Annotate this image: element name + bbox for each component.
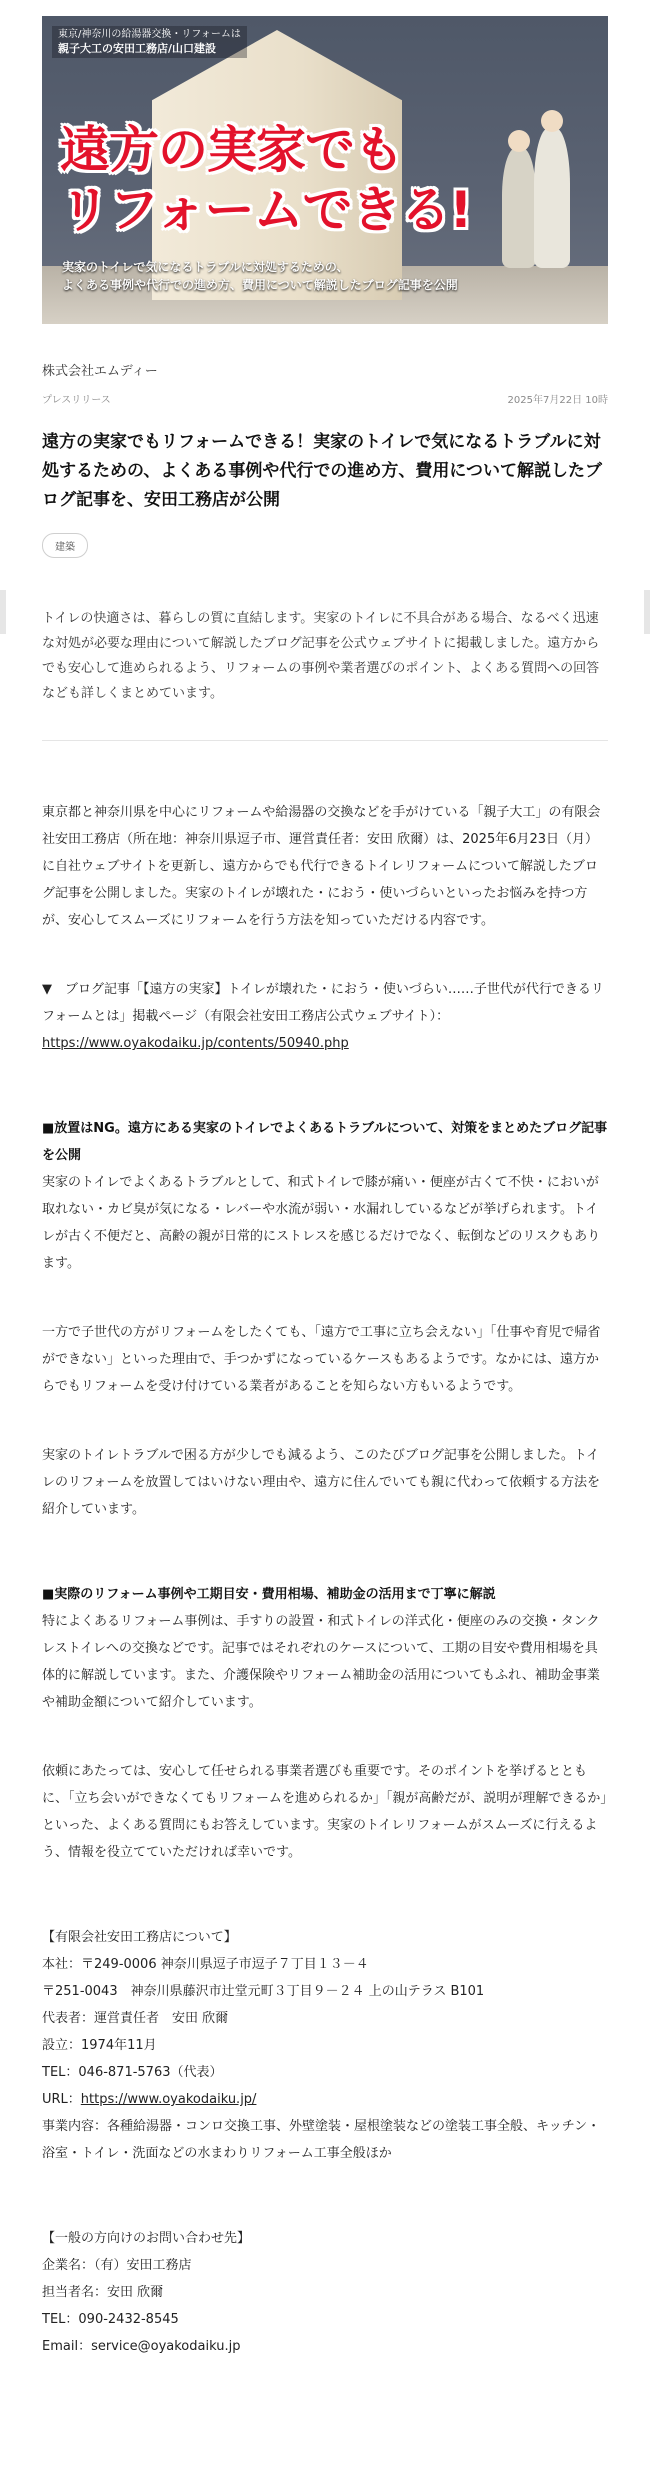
contact-tel: TEL：090-2432-8545 xyxy=(42,2312,179,2327)
section-divider xyxy=(42,740,608,741)
category-label: プレスリリース xyxy=(42,395,111,406)
figure-head-right xyxy=(541,110,563,132)
about-address1: 本社：〒249-0006 神奈川県逗子市逗子７丁目１３－４ xyxy=(42,1957,369,1972)
about-company-section xyxy=(42,1924,608,2167)
section1-paragraph1: 実家のトイレでよくあるトラブルとして、和式トイレで膝が痛い・便座が古くて不快・においが取れない・カビ臭が気になる・レバーや水流が弱い・水漏れしているなどが挙げられます。トイレが古く不便だと、高齢の親が日常的にストレスを感じるだけでなく、転倒などのリスクもあります。 xyxy=(42,1175,601,1271)
hero-headline xyxy=(60,120,520,240)
section2-heading: ■実際のリフォーム事例や工期目安・費用相場、補助金の活用まで丁寧に解説 xyxy=(42,1587,496,1602)
article-title: 遠方の実家でもリフォームできる！実家のトイレで気になるトラブルに対処するための、よくある事例や代行での進め方、費用について解説したブログ記事を、安田工務店が公開 xyxy=(42,432,602,510)
hero-subtitle xyxy=(62,258,582,294)
publish-date: 2025年7月22日 10時 xyxy=(507,395,608,406)
company-website-link[interactable]: https://www.oyakodaiku.jp/ xyxy=(80,2092,257,2107)
blog-article-link[interactable]: https://www.oyakodaiku.jp/contents/50940.php xyxy=(42,1036,349,1051)
section2-paragraph1: 特によくあるリフォーム事例は、手すりの設置・和式トイレの洋式化・便座のみの交換・タンクレストイレへの交換などです。記事ではそれぞれのケースについて、工期の目安や費用相場を具体的に解説しています。また、介護保険やリフォーム補助金の活用についてもふれ、補助金事業や補助金額について紹介しています。 xyxy=(42,1614,600,1710)
about-representative: 代表者：運営責任者 安田 欣爾 xyxy=(42,2011,229,2026)
section1-paragraph3: 実家のトイレトラブルで困る方が少しでも減るよう、このたびブログ記事を公開しました。トイレのリフォームを放置してはいけない理由や、遠方に住んでいても親に代わって依頼する方法を紹介しています。 xyxy=(42,1448,600,1517)
contact-heading: 【一般の方向けのお問い合わせ先】 xyxy=(42,2231,251,2246)
about-tel: TEL：046-871-5763（代表） xyxy=(42,2065,223,2080)
contact-company: 企業名：（有）安田工務店 xyxy=(42,2258,192,2273)
hero-banner-image xyxy=(42,16,608,324)
section-cases xyxy=(42,1581,608,1866)
section-troubles xyxy=(42,1115,608,1523)
section2-paragraph2: 依頼にあたっては、安心して任せられる事業者選びも重要です。そのポイントを挙げるとともに、「立ち会いができなくてもリフォームを進められるか」「親が高齢だが、説明が理解できるか」といった、よくある質問にもお答えしています。実家のトイレリフォームがスムーズに行えるよう、情報を役立てていただければ幸いです。 xyxy=(42,1764,607,1860)
section1-heading: ■放置はNG。遠方にある実家のトイレでよくあるトラブルについて、対策をまとめたブログ記事を公開 xyxy=(42,1121,608,1163)
hero-company-tag xyxy=(52,26,247,58)
hero-headline-line2: リフォームできる! xyxy=(60,181,472,239)
about-heading: 【有限会社安田工務店について】 xyxy=(42,1930,237,1945)
blog-link-intro: ▼ ブログ記事「【遠方の実家】トイレが壊れた・におう・使いづらい……子世代が代行できるリフォームとは」掲載ページ（有限会社安田工務店公式ウェブサイト）： xyxy=(42,982,604,1024)
contact-section xyxy=(42,2225,608,2360)
meta-row xyxy=(42,391,608,406)
about-address2: 〒251-0043 神奈川県藤沢市辻堂元町３丁目９－２４ 上の山テラス B101 xyxy=(42,1984,485,1999)
about-established: 設立：1974年11月 xyxy=(42,2038,157,2053)
hero-headline-line1: 遠方の実家でも xyxy=(60,121,403,179)
about-business: 事業内容：各種給湯器・コンロ交換工事、外壁塗装・屋根塗装などの塗装工事全般、キッチン・浴室・トイレ・洗面などの水まわりリフォーム工事全般ほか xyxy=(42,2119,601,2161)
section1-paragraph2: 一方で子世代の方がリフォームをしたくても、「遠方で工事に立ち会えない」「仕事や育児で帰省ができない」といった理由で、手つかずになっているケースもあるようです。なかには、遠方からでもリフォームを受け付けている業者があることを知らない方もいるようです。 xyxy=(42,1325,601,1394)
contact-email: Email：service@oyakodaiku.jp xyxy=(42,2339,241,2354)
blog-link-paragraph xyxy=(42,976,608,1057)
hero-sub-line2: よくある事例や代行での進め方、費用について解説したブログ記事を公開 xyxy=(62,278,458,292)
tag-pill-architecture[interactable]: 建築 xyxy=(42,533,88,558)
about-url-row xyxy=(42,2086,608,2113)
about-url-label: URL： xyxy=(42,2092,81,2107)
lead-paragraph: トイレの快適さは、暮らしの質に直結します。実家のトイレに不具合がある場合、なるべく迅速な対処が必要な理由について解説したブログ記事を公式ウェブサイトに掲載しました。遠方からでも安心して進められるよう、リフォームの事例や業者選びのポイント、よくある質問への回答なども詳しくまとめています。 xyxy=(42,611,600,701)
right-edge-marker xyxy=(644,590,650,634)
company-name-link[interactable]: 株式会社エムディー xyxy=(42,364,158,379)
hero-tag-line2: 親子大工の安田工務店/山口建設 xyxy=(58,41,217,55)
left-edge-marker xyxy=(0,590,6,634)
hero-tag-line1: 東京/神奈川の給湯器交換・リフォームは xyxy=(58,29,241,40)
hero-sub-line1: 実家のトイレで気になるトラブルに対処するための、 xyxy=(62,260,349,274)
intro-paragraph: 東京都と神奈川県を中心にリフォームや給湯器の交換などを手がけている「親子大工」の有限会社安田工務店（所在地：神奈川県逗子市、運営責任者：安田 欣爾）は、2025年6月23日（月）に自社ウェブサイトを更新し、遠方からでも代行できるトイレリフォームについて解説したブログ記事を公開しました。実家のトイレが壊れた・におう・使いづらいといったお悩みを持つ方が、安心してスムーズにリフォームを行う方法を知っていただける内容です。 xyxy=(42,805,601,928)
elderly-figure-right xyxy=(534,128,570,268)
contact-person: 担当者名：安田 欣爾 xyxy=(42,2285,164,2300)
